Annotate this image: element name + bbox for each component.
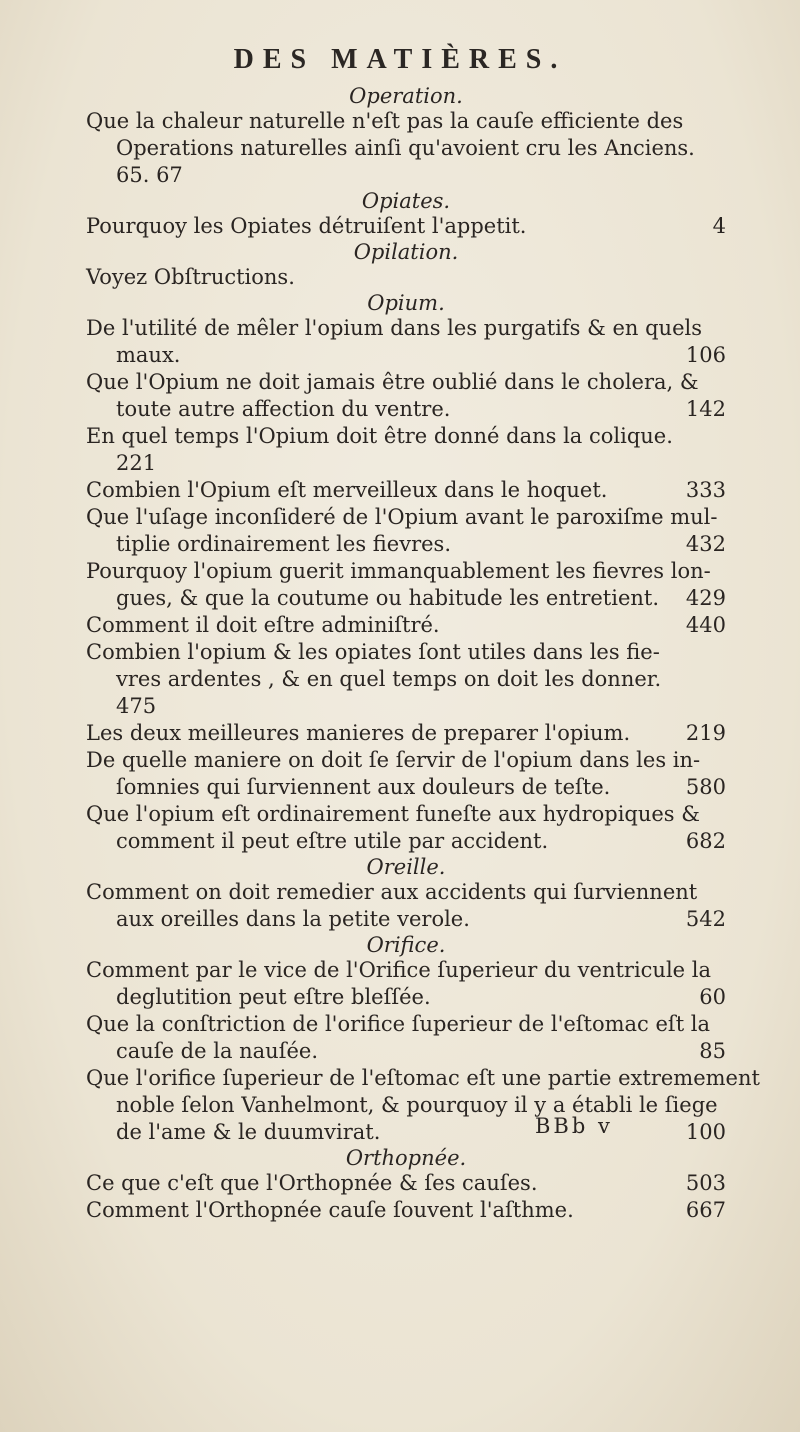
index-entry-line [86, 504, 726, 531]
index-entry-line [86, 342, 726, 369]
index-entry-line [86, 423, 726, 450]
index-entry-line [86, 213, 726, 240]
index-entry-line [86, 984, 726, 1011]
page-number: 667 [685, 1198, 726, 1222]
entry-text: noble ſelon Vanhelmont, & pourquoy il y a établi le ſiege [116, 1093, 718, 1117]
entry-text: Que l'opium eſt ordinairement funeſte aux hydropiques & [86, 802, 700, 826]
index-entry-line [86, 828, 726, 855]
entry-text: Les deux meilleures manieres de preparer l'opium. [86, 721, 631, 745]
entry-text: Orthopnée. [345, 1146, 467, 1170]
page-number: 60 [699, 985, 726, 1009]
page-number: 503 [685, 1171, 726, 1195]
entry-text: cauſe de la nauſée. [116, 1039, 319, 1063]
index-entry-line [86, 1119, 726, 1146]
section-heading [86, 240, 726, 264]
entry-text: tiplie ordinairement les fievres. [116, 532, 451, 556]
index-entry-line [86, 957, 726, 984]
index-entry-line [86, 585, 726, 612]
entry-text: Orifice. [366, 933, 446, 957]
index-entry-line [86, 162, 726, 189]
entry-text: Pourquoy l'opium guerit immanquablement les fievres lon- [86, 559, 711, 583]
entry-text: gues, & que la coutume ou habitude les entretient. [116, 586, 660, 610]
page-number: 333 [685, 478, 726, 502]
index-entry-line [86, 315, 726, 342]
page-number: 580 [685, 775, 726, 799]
page-number: 682 [685, 829, 726, 853]
index-entry-line [86, 1170, 726, 1197]
page-number: 142 [685, 397, 726, 421]
section-heading [86, 1146, 726, 1170]
entry-text: Opium. [367, 291, 445, 315]
entry-text: Voyez Obſtructions. [86, 265, 295, 289]
entry-text: toute autre affection du ventre. [116, 397, 451, 421]
index-entry-line [86, 774, 726, 801]
entry-text: Operation. [349, 84, 463, 108]
running-header: DES MATIÈRES. [233, 44, 567, 75]
index-entry-line [86, 1038, 726, 1065]
entry-text: Que la conſtriction de l'orifice ſuperieur de l'eſtomac eſt la [86, 1012, 711, 1036]
entry-text: de l'ame & le duumvirat. [116, 1120, 381, 1144]
entry-text: Que l'orifice ſuperieur de l'eſtomac eſt une partie extremement [86, 1066, 760, 1090]
entry-text: Operations naturelles ainſi qu'avoient cru les Anciens. [116, 136, 695, 160]
page-number: 429 [685, 586, 726, 610]
entry-text: Comment par le vice de l'Orifice ſuperieur du ventricule la [86, 958, 712, 982]
index-entry-line [86, 801, 726, 828]
index-entry-line [86, 666, 726, 693]
entry-text: Que l'uſage inconſideré de l'Opium avant le paroxiſme mul- [86, 505, 718, 529]
entry-text: Comment il doit eſtre adminiſtré. [86, 613, 440, 637]
signature-mark: BBb v [535, 1114, 613, 1138]
entry-text: De l'utilité de mêler l'opium dans les purgatifs & en quels [86, 316, 703, 340]
entry-text: ſomnies qui ſurviennent aux douleurs de teſte. [116, 775, 611, 799]
index-entry-line [86, 906, 726, 933]
index-entry-line [86, 135, 726, 162]
index-entry-line [86, 720, 726, 747]
entry-text: Opiates. [361, 189, 451, 213]
entry-text: Que la chaleur naturelle n'eſt pas la cauſe efficiente des [86, 109, 684, 133]
entry-text: Combien l'Opium eſt merveilleux dans le hoquet. [86, 478, 608, 502]
entry-text: 65. 67 [116, 163, 183, 187]
entry-text: aux oreilles dans la petite verole. [116, 907, 470, 931]
section-heading [86, 933, 726, 957]
entry-text: Comment l'Orthopnée cauſe ſouvent l'aſthme. [86, 1198, 574, 1222]
entry-text: Que l'Opium ne doit jamais être oublié dans le cholera, & [86, 370, 699, 394]
index-entry-line [86, 108, 726, 135]
entry-text: maux. [116, 343, 181, 367]
page-number: 542 [685, 907, 726, 931]
entry-text: Oreille. [366, 855, 446, 879]
index-entry-line [86, 747, 726, 774]
section-heading [86, 291, 726, 315]
page-number: 440 [685, 613, 726, 637]
entry-text: comment il peut eſtre utile par accident. [116, 829, 549, 853]
page-number: 4 [712, 214, 726, 238]
entry-text: De quelle maniere on doit ſe ſervir de l'opium dans les in- [86, 748, 701, 772]
page-number: 85 [699, 1039, 726, 1063]
index-entry-line [86, 396, 726, 423]
entry-text: vres ardentes , & en quel temps on doit les donner. [116, 667, 662, 691]
page-number: 219 [685, 721, 726, 745]
index-entry-line [86, 264, 726, 291]
section-heading [86, 189, 726, 213]
entry-text: Comment on doit remedier aux accidents qui ſurviennent [86, 880, 698, 904]
section-heading [86, 84, 726, 108]
entry-text: En quel temps l'Opium doit être donné dans la colique. [86, 424, 673, 448]
index-entry-line [86, 693, 726, 720]
entry-text: deglutition peut eſtre bleſſée. [116, 985, 431, 1009]
entry-text: Opilation. [353, 240, 459, 264]
page-number: 432 [685, 532, 726, 556]
entry-text: 475 [116, 694, 157, 718]
section-heading [86, 855, 726, 879]
index-entries [86, 84, 760, 1224]
index-entry-line [86, 1092, 726, 1119]
page-number: 100 [685, 1120, 726, 1144]
entry-text: Pourquoy les Opiates détruiſent l'appetit. [86, 214, 527, 238]
entry-text: Combien l'opium & les opiates ſont utiles dans les fie- [86, 640, 660, 664]
index-entry-line [86, 1197, 726, 1224]
index-entry-line [86, 558, 726, 585]
index-entry-line [86, 1065, 760, 1092]
index-entry-line [86, 639, 726, 666]
entry-text: 221 [116, 451, 157, 475]
index-entry-line [86, 531, 726, 558]
entry-text: Ce que c'eſt que l'Orthopnée & ſes cauſes. [86, 1171, 538, 1195]
index-entry-line [86, 369, 726, 396]
page-number: 106 [685, 343, 726, 367]
index-entry-line [86, 477, 726, 504]
index-entry-line [86, 879, 726, 906]
index-entry-line [86, 450, 726, 477]
index-entry-line [86, 612, 726, 639]
index-entry-line [86, 1011, 726, 1038]
